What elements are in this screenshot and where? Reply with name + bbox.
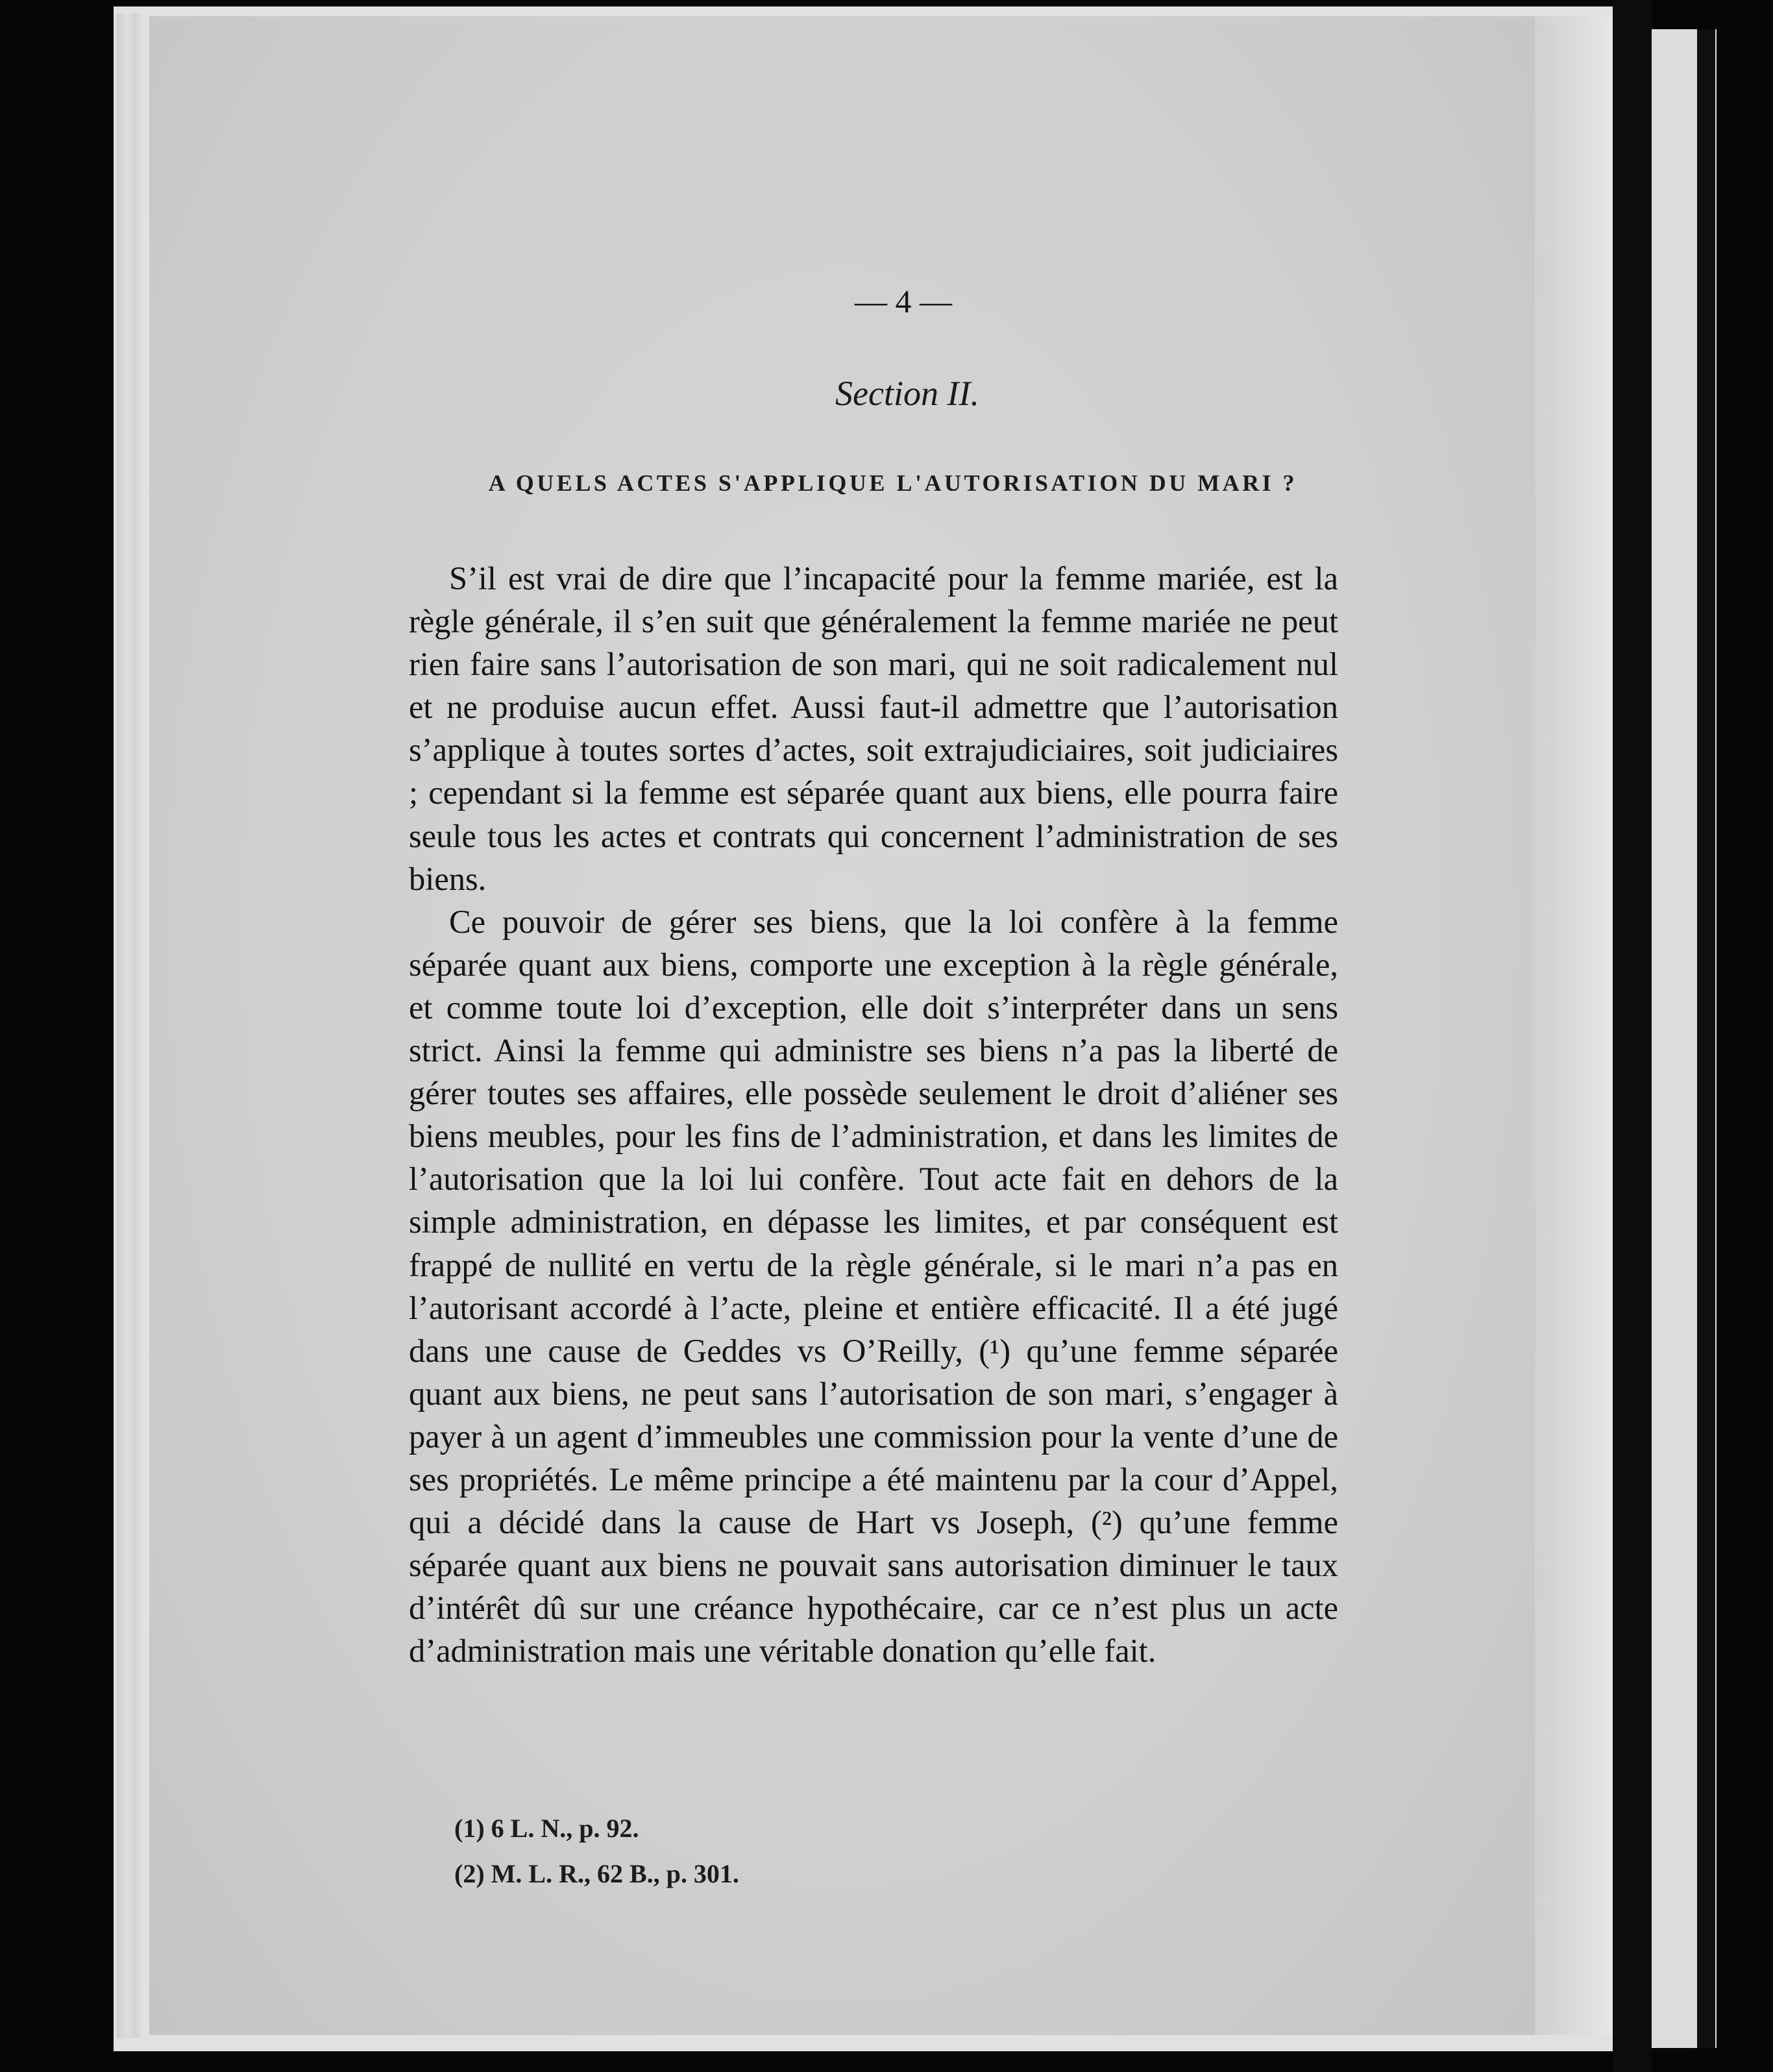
adjacent-page-shadow xyxy=(1697,29,1715,2048)
section-heading xyxy=(0,469,1773,497)
section-title-text: Section II. xyxy=(835,374,979,413)
page-number-text: — 4 — xyxy=(855,283,952,319)
footnote-1: (1) 6 L. N., p. 92. xyxy=(454,1814,639,1843)
paragraph-1: S’il est vrai de dire que l’incapacité pour la femme mariée, est la règle générale, il s’en suit que généralement la femme mariée ne peut rien faire sans l’autorisation de son mari, qui ne soit radicalement nul et ne produise aucun effet. Aussi faut-il admettre que l’autorisation s’applique à toutes sortes d’actes, soit extrajudiciaires, soit judiciaires ; cependant si la femme est séparée quant aux biens, elle pourra faire seule tous les actes et contrats qui concernent l’administration de ses biens. xyxy=(409,560,1338,897)
section-title xyxy=(0,373,1773,413)
paragraph-2: Ce pouvoir de gérer ses biens, que la loi confère à la femme séparée quant aux biens, comporte une exception à la règle générale, et comme toute loi d’exception, elle doit s’interpréter dans un sens strict. Ainsi la femme qui administre ses biens n’a pas la liberté de gérer toutes ses affaires, elle possède seulement le droit d’aliéner ses biens meubles, pour les fins de l’administration, et dans les limites de l’autorisation que la loi lui confère. Tout acte fait en dehors de la simple administration, en dépasse les limites, et par conséquent est frappé de nullité en vertu de la règle générale, si le mari n’a pas en l’autorisant accordé à l’acte, pleine et entière efficacité. Il a été jugé dans une cause de Geddes vs O’Reilly, (¹) qu’une femme séparée quant aux biens, ne peut sans l’autorisation de son mari, s’engager à payer à un agent d’immeubles une commission pour la vente d’une de ses propriétés. Le même principe a été maintenu par la cour d’Appel, qui a décidé dans la cause de Hart vs Joseph, (²) qu’une femme séparée quant aux biens ne pouvait sans autorisation diminuer le taux d’intérêt dû sur une créance hypothécaire, car ce n’est plus un acte d’administration mais une véritable donation qu’elle fait. xyxy=(409,903,1338,1670)
body-text xyxy=(409,557,1338,1672)
footnotes xyxy=(454,1806,739,1897)
page-number xyxy=(0,282,1773,320)
section-heading-text: A QUELS ACTES S'APPLIQUE L'AUTORISATION DU MARI ? xyxy=(488,470,1298,496)
footnote-2: (2) M. L. R., 62 B., p. 301. xyxy=(454,1859,739,1888)
